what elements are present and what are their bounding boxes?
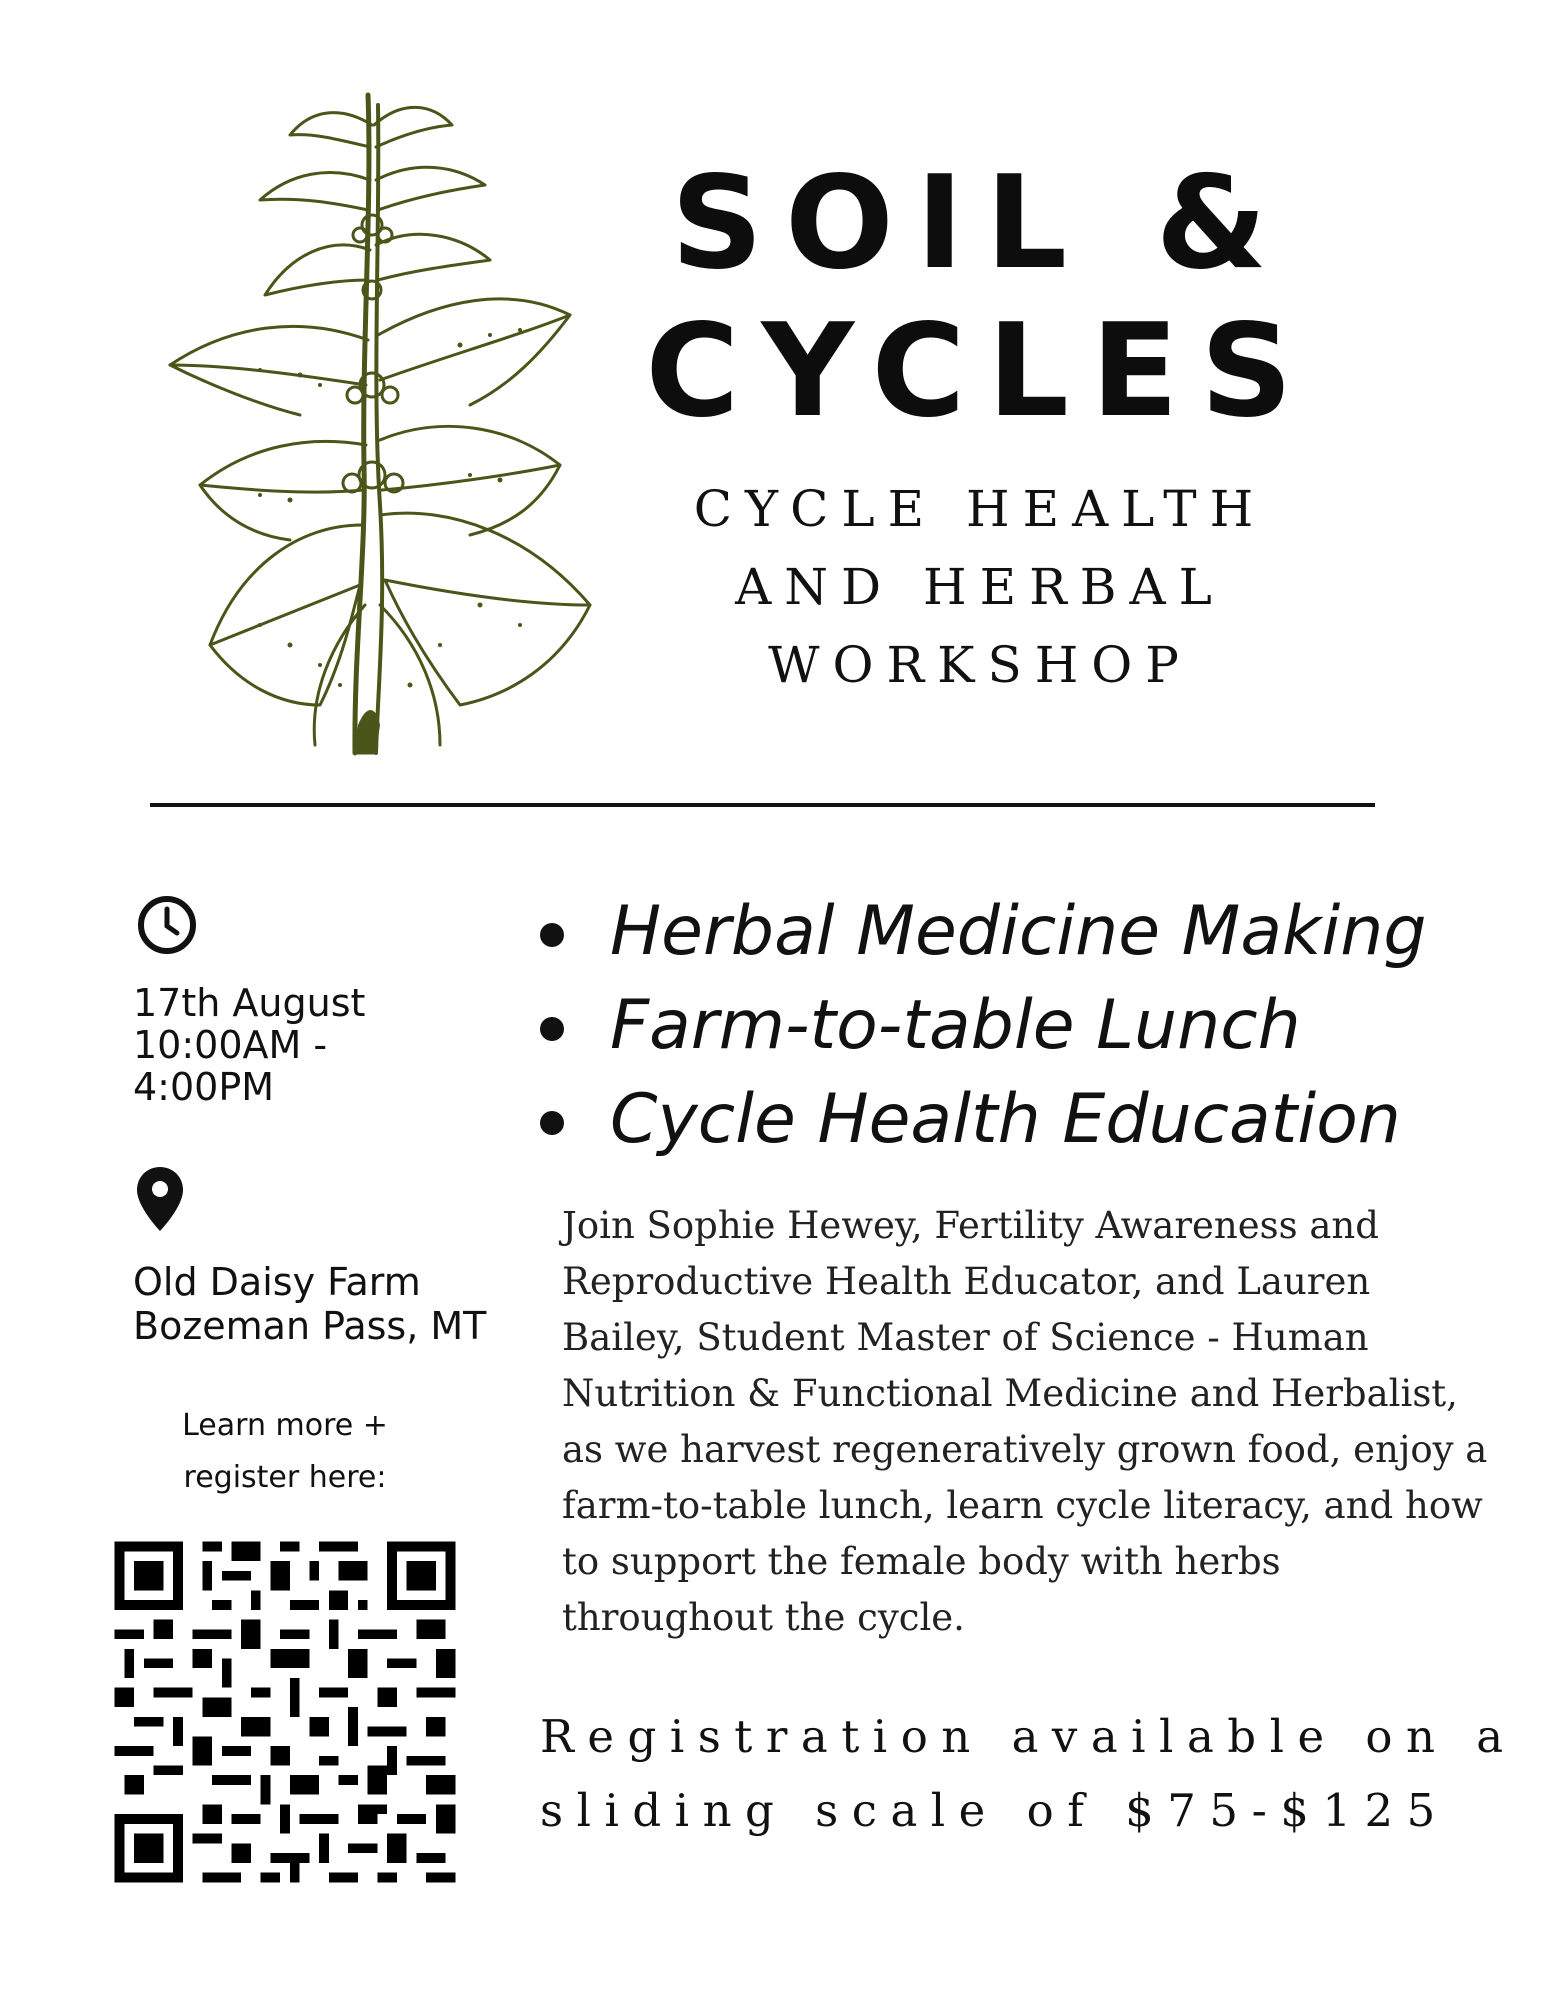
cta-line-1: Learn more +	[182, 1408, 388, 1443]
location-area: Bozeman Pass, MT	[133, 1304, 487, 1348]
activity-label: Farm-to-table Lunch	[610, 986, 1301, 1065]
activity-item-lunch	[540, 979, 1520, 1073]
activity-item-cycle-health	[540, 1073, 1520, 1167]
registration-line-2: sliding scale of $75-$125	[540, 1784, 1449, 1837]
event-subtitle	[640, 470, 1320, 704]
bullet-icon	[540, 1017, 564, 1041]
qr-code-icon[interactable]	[105, 1532, 465, 1892]
cta-line-2: register here:	[183, 1460, 387, 1495]
location-name: Old Daisy Farm	[133, 1260, 421, 1304]
title-line-1: SOIL &	[670, 149, 1290, 298]
activity-label: Herbal Medicine Making	[610, 892, 1427, 971]
event-time-start: 10:00AM -	[133, 1023, 328, 1067]
activity-list	[540, 885, 1520, 1167]
map-pin-icon	[135, 1165, 185, 1233]
bullet-icon	[540, 923, 564, 947]
registration-line-1: Registration available on a	[540, 1710, 1517, 1763]
event-time-end: 4:00PM	[133, 1065, 275, 1109]
event-datetime	[133, 982, 473, 1108]
event-location	[133, 1260, 513, 1348]
activity-item-herbal-medicine	[540, 885, 1520, 979]
clock-icon	[135, 893, 199, 957]
section-divider	[150, 803, 1375, 807]
herb-plant-illustration	[140, 85, 620, 765]
event-title	[640, 150, 1320, 446]
register-cta	[135, 1400, 435, 1504]
registration-info	[540, 1700, 1517, 1848]
event-description: Join Sophie Hewey, Fertility Awareness and Reproductive Health Educator, and Lauren Bailey, Student Master of Science - Human Nutrition & Functional Medicine and Herbalist, as we harvest regeneratively grown food, enjoy a farm-to-table lunch, learn cycle literacy, and how to support the female body with herbs throughout the cycle.	[562, 1204, 1488, 1639]
bullet-icon	[540, 1111, 564, 1135]
activity-label: Cycle Health Education	[610, 1080, 1401, 1159]
title-line-2: CYCLES	[645, 297, 1315, 446]
event-date: 17th August	[133, 981, 366, 1025]
subtitle-line-2: AND HERBAL	[735, 558, 1225, 616]
subtitle-line-1: CYCLE HEALTH	[693, 480, 1267, 538]
subtitle-line-3: WORKSHOP	[768, 636, 1192, 694]
